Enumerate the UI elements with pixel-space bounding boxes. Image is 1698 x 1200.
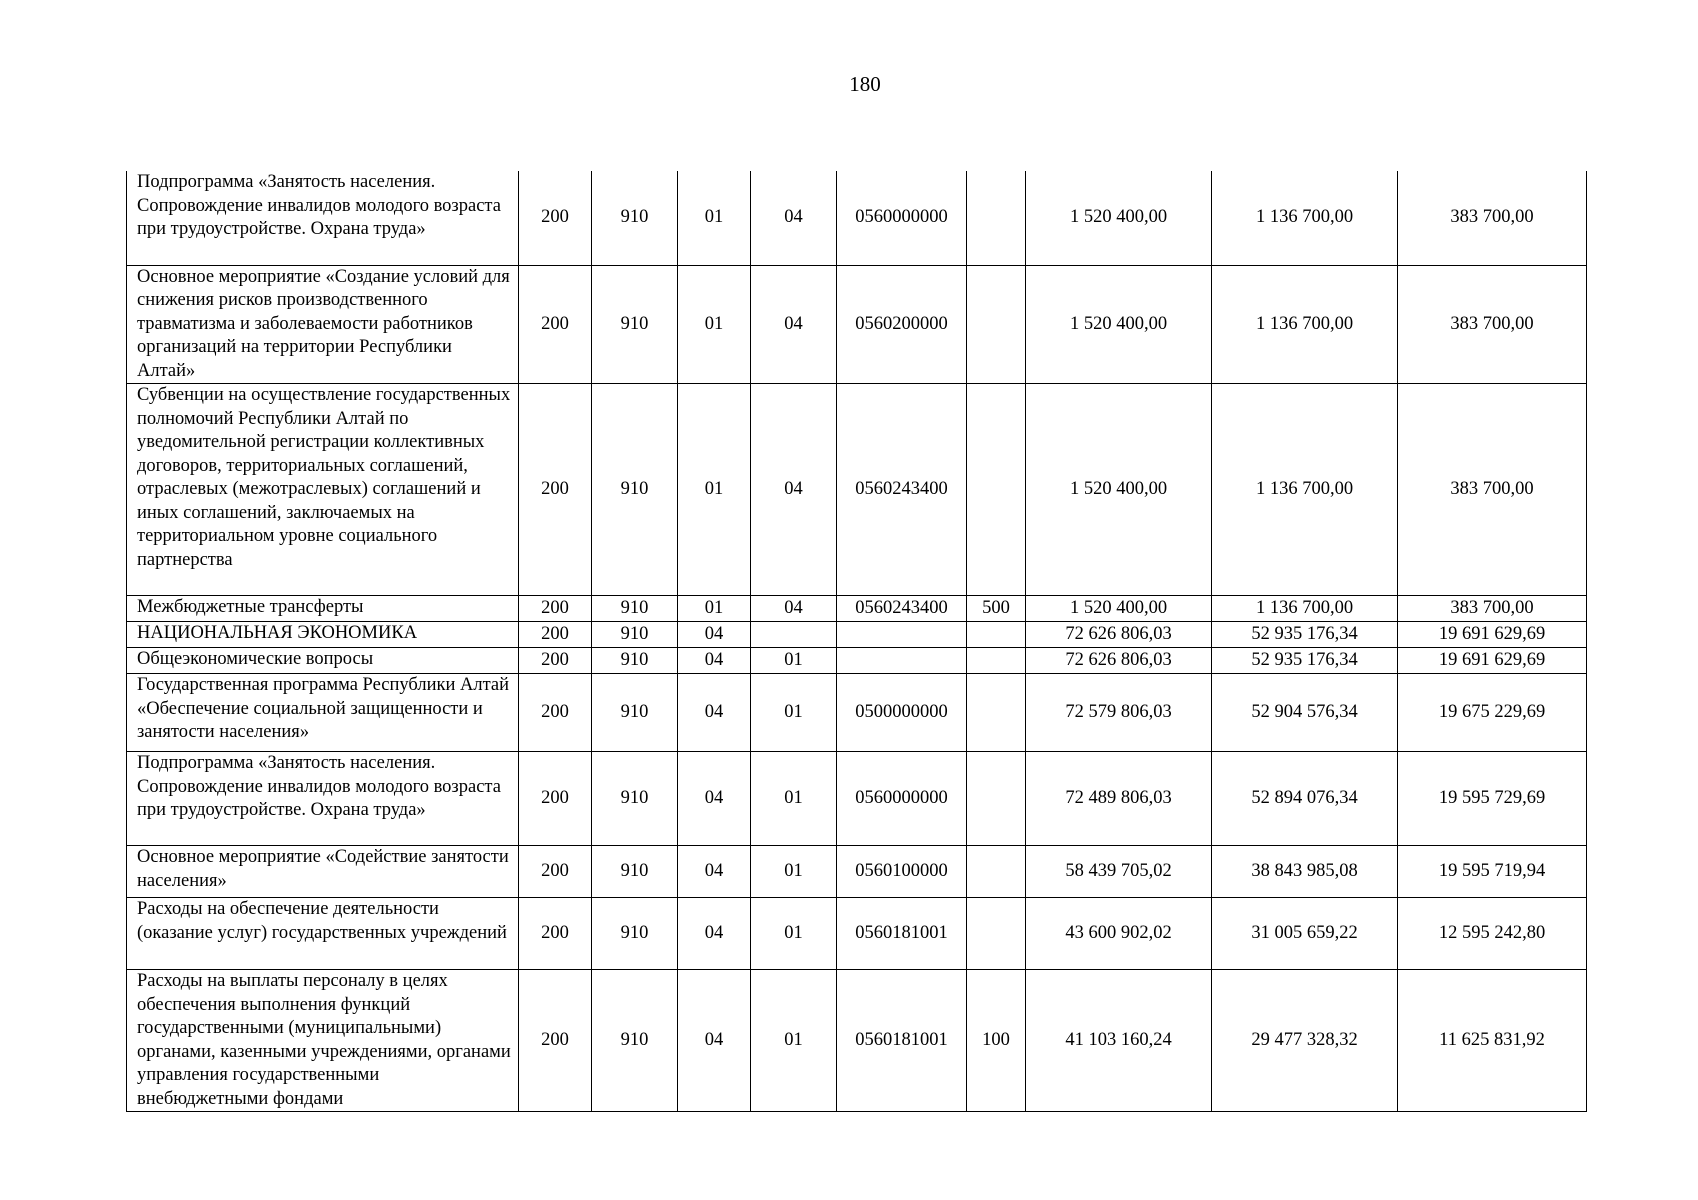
section-cell: 01 xyxy=(678,596,751,622)
row-name-cell: Государственная программа Республики Алтай «Обеспечение социальной защищенности и занятости населения» xyxy=(127,674,519,752)
amount-2-cell: 31 005 659,22 xyxy=(1212,898,1398,970)
amount-3-cell: 19 691 629,69 xyxy=(1398,648,1587,674)
target-article-cell: 0560200000 xyxy=(837,265,967,384)
expense-type-cell xyxy=(967,622,1026,648)
budget-table xyxy=(126,171,1587,1112)
table-row xyxy=(127,622,1587,648)
table-row xyxy=(127,596,1587,622)
code-200-cell: 200 xyxy=(519,384,592,596)
section-cell: 04 xyxy=(678,622,751,648)
table-body xyxy=(127,171,1587,1112)
amount-2-cell: 52 904 576,34 xyxy=(1212,674,1398,752)
expense-type-cell xyxy=(967,265,1026,384)
amount-total-cell: 72 626 806,03 xyxy=(1026,622,1212,648)
expense-type-cell xyxy=(967,648,1026,674)
ministry-code-cell: 910 xyxy=(592,596,678,622)
amount-3-cell: 12 595 242,80 xyxy=(1398,898,1587,970)
expense-type-cell xyxy=(967,752,1026,846)
table-row xyxy=(127,970,1587,1112)
row-name-cell: Основное мероприятие «Создание условий для снижения рисков производственного травматизма и заболеваемости работников организаций на территории Республики Алтай» xyxy=(127,265,519,384)
amount-2-cell: 1 136 700,00 xyxy=(1212,596,1398,622)
code-200-cell: 200 xyxy=(519,622,592,648)
table-row xyxy=(127,384,1587,596)
expense-type-cell xyxy=(967,846,1026,898)
code-200-cell: 200 xyxy=(519,596,592,622)
section-cell: 04 xyxy=(678,648,751,674)
subsection-cell: 04 xyxy=(751,596,837,622)
amount-3-cell: 383 700,00 xyxy=(1398,384,1587,596)
amount-total-cell: 1 520 400,00 xyxy=(1026,596,1212,622)
page-number: 180 xyxy=(849,72,881,96)
ministry-code-cell: 910 xyxy=(592,674,678,752)
amount-total-cell: 72 626 806,03 xyxy=(1026,648,1212,674)
target-article-cell: 0560181001 xyxy=(837,898,967,970)
subsection-cell: 01 xyxy=(751,846,837,898)
amount-total-cell: 72 579 806,03 xyxy=(1026,674,1212,752)
section-cell: 04 xyxy=(678,970,751,1112)
row-name-cell: Основное мероприятие «Содействие занятости населения» xyxy=(127,846,519,898)
section-cell: 04 xyxy=(678,674,751,752)
amount-total-cell: 58 439 705,02 xyxy=(1026,846,1212,898)
expense-type-cell xyxy=(967,171,1026,265)
row-name-cell: Подпрограмма «Занятость населения. Сопровождение инвалидов молодого возраста при трудоустройстве. Охрана труда» xyxy=(127,171,519,265)
amount-2-cell: 1 136 700,00 xyxy=(1212,171,1398,265)
ministry-code-cell: 910 xyxy=(592,898,678,970)
subsection-cell: 01 xyxy=(751,752,837,846)
amount-total-cell: 1 520 400,00 xyxy=(1026,384,1212,596)
code-200-cell: 200 xyxy=(519,648,592,674)
target-article-cell: 0560100000 xyxy=(837,846,967,898)
ministry-code-cell: 910 xyxy=(592,384,678,596)
amount-2-cell: 52 935 176,34 xyxy=(1212,648,1398,674)
table-row xyxy=(127,171,1587,265)
subsection-cell: 04 xyxy=(751,384,837,596)
amount-3-cell: 19 595 719,94 xyxy=(1398,846,1587,898)
row-name-cell: Межбюджетные трансферты xyxy=(127,596,519,622)
target-article-cell xyxy=(837,648,967,674)
amount-3-cell: 383 700,00 xyxy=(1398,171,1587,265)
code-200-cell: 200 xyxy=(519,970,592,1112)
expense-type-cell xyxy=(967,898,1026,970)
row-name-cell: Расходы на обеспечение деятельности (оказание услуг) государственных учреждений xyxy=(127,898,519,970)
section-cell: 01 xyxy=(678,265,751,384)
ministry-code-cell: 910 xyxy=(592,171,678,265)
amount-2-cell: 38 843 985,08 xyxy=(1212,846,1398,898)
amount-3-cell: 383 700,00 xyxy=(1398,265,1587,384)
subsection-cell: 01 xyxy=(751,970,837,1112)
amount-total-cell: 1 520 400,00 xyxy=(1026,265,1212,384)
expense-type-cell xyxy=(967,384,1026,596)
ministry-code-cell: 910 xyxy=(592,846,678,898)
subsection-cell: 04 xyxy=(751,171,837,265)
row-name-cell: Расходы на выплаты персоналу в целях обеспечения выполнения функций государственными (муниципальными) органами, казенными учреждениями, органами управления государственными внебюджетными фондами xyxy=(127,970,519,1112)
target-article-cell: 0500000000 xyxy=(837,674,967,752)
amount-3-cell: 19 691 629,69 xyxy=(1398,622,1587,648)
section-cell: 04 xyxy=(678,752,751,846)
amount-total-cell: 41 103 160,24 xyxy=(1026,970,1212,1112)
section-cell: 04 xyxy=(678,898,751,970)
subsection-cell xyxy=(751,622,837,648)
target-article-cell: 0560000000 xyxy=(837,171,967,265)
amount-3-cell: 19 675 229,69 xyxy=(1398,674,1587,752)
section-cell: 01 xyxy=(678,171,751,265)
amount-3-cell: 11 625 831,92 xyxy=(1398,970,1587,1112)
table-row xyxy=(127,648,1587,674)
table-row xyxy=(127,265,1587,384)
ministry-code-cell: 910 xyxy=(592,648,678,674)
target-article-cell xyxy=(837,622,967,648)
row-name-cell: Подпрограмма «Занятость населения. Сопровождение инвалидов молодого возраста при трудоустройстве. Охрана труда» xyxy=(127,752,519,846)
row-name-cell: Субвенции на осуществление государственных полномочий Республики Алтай по уведомительной регистрации коллективных договоров, территориальных соглашений, отраслевых (межотраслевых) соглашений и иных соглашений, заключаемых на территориальном уровне социального партнерства xyxy=(127,384,519,596)
row-name-cell: НАЦИОНАЛЬНАЯ ЭКОНОМИКА xyxy=(127,622,519,648)
amount-2-cell: 29 477 328,32 xyxy=(1212,970,1398,1112)
amount-3-cell: 19 595 729,69 xyxy=(1398,752,1587,846)
target-article-cell: 0560243400 xyxy=(837,596,967,622)
subsection-cell: 04 xyxy=(751,265,837,384)
code-200-cell: 200 xyxy=(519,674,592,752)
target-article-cell: 0560000000 xyxy=(837,752,967,846)
expense-type-cell xyxy=(967,674,1026,752)
row-name-cell: Общеэкономические вопросы xyxy=(127,648,519,674)
table-row xyxy=(127,674,1587,752)
ministry-code-cell: 910 xyxy=(592,622,678,648)
expense-type-cell: 100 xyxy=(967,970,1026,1112)
subsection-cell: 01 xyxy=(751,648,837,674)
target-article-cell: 0560181001 xyxy=(837,970,967,1112)
table-row xyxy=(127,846,1587,898)
expense-type-cell: 500 xyxy=(967,596,1026,622)
subsection-cell: 01 xyxy=(751,674,837,752)
section-cell: 04 xyxy=(678,846,751,898)
code-200-cell: 200 xyxy=(519,898,592,970)
amount-3-cell: 383 700,00 xyxy=(1398,596,1587,622)
ministry-code-cell: 910 xyxy=(592,970,678,1112)
code-200-cell: 200 xyxy=(519,265,592,384)
amount-2-cell: 1 136 700,00 xyxy=(1212,384,1398,596)
ministry-code-cell: 910 xyxy=(592,265,678,384)
target-article-cell: 0560243400 xyxy=(837,384,967,596)
amount-total-cell: 72 489 806,03 xyxy=(1026,752,1212,846)
ministry-code-cell: 910 xyxy=(592,752,678,846)
code-200-cell: 200 xyxy=(519,846,592,898)
table-row xyxy=(127,752,1587,846)
amount-2-cell: 52 935 176,34 xyxy=(1212,622,1398,648)
amount-2-cell: 1 136 700,00 xyxy=(1212,265,1398,384)
subsection-cell: 01 xyxy=(751,898,837,970)
section-cell: 01 xyxy=(678,384,751,596)
amount-total-cell: 1 520 400,00 xyxy=(1026,171,1212,265)
code-200-cell: 200 xyxy=(519,171,592,265)
table-row xyxy=(127,898,1587,970)
amount-2-cell: 52 894 076,34 xyxy=(1212,752,1398,846)
code-200-cell: 200 xyxy=(519,752,592,846)
amount-total-cell: 43 600 902,02 xyxy=(1026,898,1212,970)
